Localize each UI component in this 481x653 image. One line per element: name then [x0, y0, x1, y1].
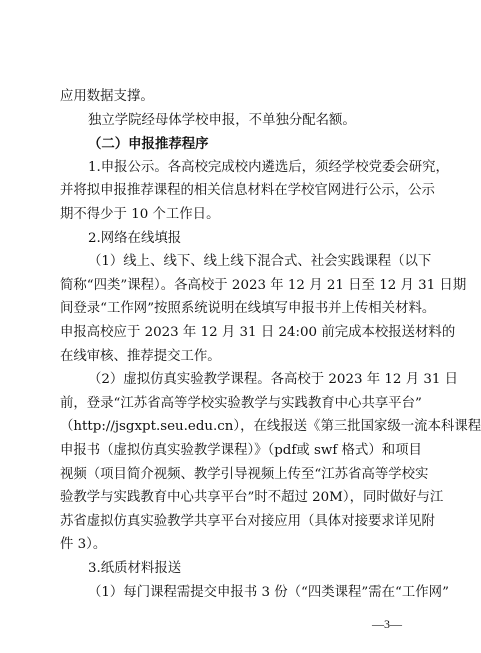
text-line: 在线审核、推荐提交工作。 [60, 348, 221, 364]
text-line: 简称“四类”课程）。各高校于 2023 年 12 月 21 日至 12 月 31 日期 [60, 277, 467, 293]
page-number: —3— [372, 617, 402, 631]
subsection-heading: 2.网络在线填报 [88, 230, 182, 246]
text-line: 期不得少于 10 个工作日。 [60, 207, 220, 222]
text-line: 申报书（虚拟仿真实验教学课程）》（pdf或 swf 格式）和项目 [60, 443, 422, 458]
text-line: 独立学院经母体学校申报，不单独分配名额。 [88, 112, 356, 128]
text-line: 应用数据支撑。 [60, 89, 154, 104]
text-line: （1）线上、线下、线上线下混合式、社会实践课程（以下 [88, 254, 432, 270]
text-line: 间登录“工作网”按照系统说明在线填写申报书并上传相关材料。 [60, 301, 436, 317]
text-line: 1.申报公示。各高校完成校内遴选后，须经学校党委会研究， [88, 159, 449, 175]
text-line: 件 3）。 [60, 537, 107, 553]
text-line: （http://jsgxpt.seu.edu.cn），在线报送《第三批国家级一流本科课程 [60, 419, 481, 435]
subsection-heading: 3.纸质材料报送 [88, 561, 182, 576]
text-line: 并将拟申报推荐课程的相关信息材料在学校官网进行公示，公示 [60, 183, 435, 199]
text-line: （1）每门课程需提交申报书 3 份（“四类课程”需在“工作网” [88, 584, 449, 600]
text-line: （2）虚拟仿真实验教学课程。各高校于 2023 年 12 月 31 日 [88, 372, 459, 388]
text-line: 申报高校应于 2023 年 12 月 31 日 24:00 前完成本校报送材料的 [60, 325, 456, 340]
text-line: 苏省虚拟仿真实验教学共享平台对接应用（具体对接要求详见附 [60, 513, 435, 529]
section-heading: （二）申报推荐程序 [88, 136, 209, 153]
text-line: 视频（项目简介视频、教学引导视频上传至“江苏省高等学校实 [60, 466, 429, 482]
text-line: 验教学与实践教育中心共享平台”时不超过 20M），同时做好与江 [60, 490, 444, 506]
text-line: 前，登录“江苏省高等学校实验教学与实践教育中心共享平台” [60, 395, 422, 411]
